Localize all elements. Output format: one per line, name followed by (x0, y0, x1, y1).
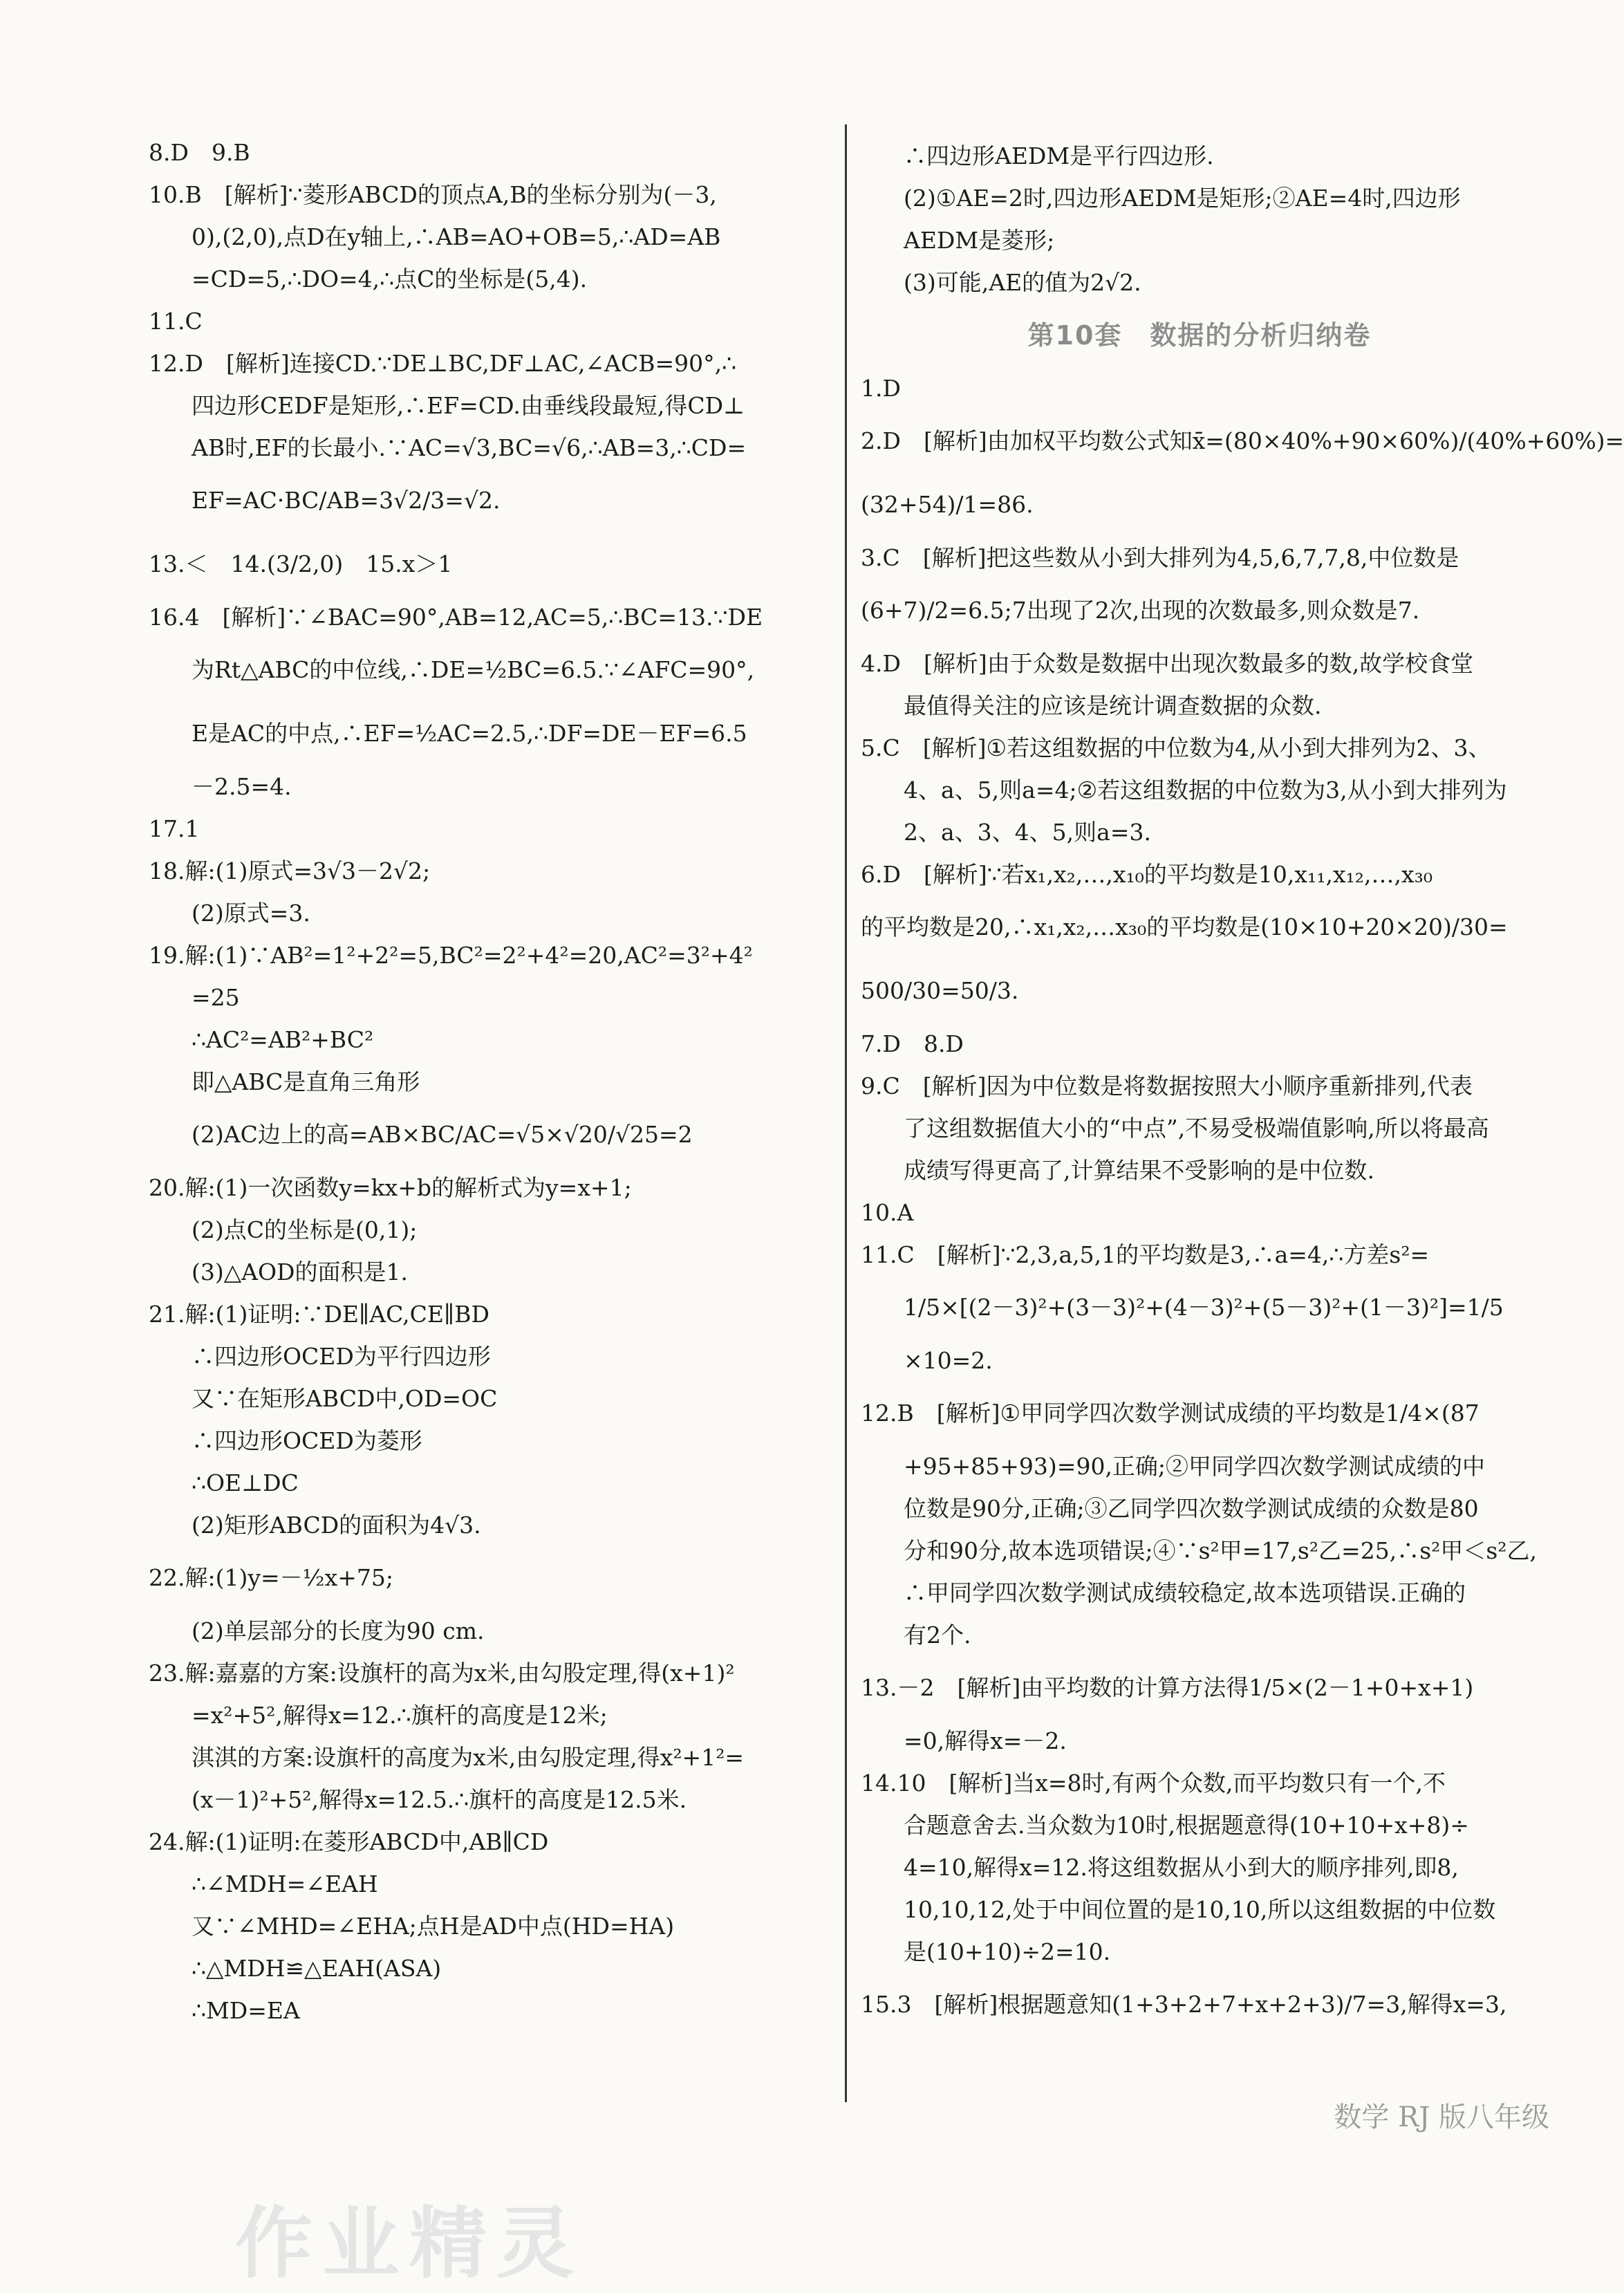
answer-line: 10.B [解析]∵菱形ABCD的顶点A,B的坐标分别为(－3, (149, 181, 717, 208)
answer-line: 20.解:(1)一次函数y=kx+b的解析式为y=x+1; (149, 1174, 632, 1201)
answer-line: (2)点C的坐标是(0,1); (192, 1216, 418, 1243)
answer-line: ∴四边形OCED为平行四边形 (192, 1343, 491, 1370)
answer-line: E是AC的中点,∴EF=½AC=2.5,∴DF=DE－EF=6.5 (192, 720, 747, 747)
answer-line: ∴四边形AEDM是平行四边形. (904, 142, 1214, 169)
answer-line: 10.A (861, 1199, 914, 1226)
answer-line: (2)原式=3. (192, 900, 310, 927)
answer-line: 16.4 [解析]∵∠BAC=90°,AB=12,AC=5,∴BC=13.∵DE (149, 604, 763, 631)
answer-line: 18.解:(1)原式=3√3－2√2; (149, 857, 431, 884)
answer-line: 4、a、5,则a=4;②若这组数据的中位数为3,从小到大排列为 (904, 777, 1507, 804)
answer-line: AB时,EF的长最小.∵AC=√3,BC=√6,∴AB=3,∴CD= (192, 434, 747, 461)
answer-line: ∴OE⊥DC (192, 1469, 299, 1496)
answer-line: －2.5=4. (192, 773, 292, 800)
answer-line: 了这组数据值大小的“中点”,不易受极端值影响,所以将最高 (904, 1115, 1489, 1142)
answer-line: 合题意舍去.当众数为10时,根据题意得(10+10+x+8)÷ (904, 1812, 1469, 1839)
answer-line: (6+7)/2=6.5;7出现了2次,出现的次数最多,则众数是7. (861, 597, 1420, 624)
answer-line: 又∵在矩形ABCD中,OD=OC (192, 1385, 498, 1412)
column-divider (845, 124, 847, 2102)
answer-line: EF=AC·BC/AB=3√2/3=√2. (192, 487, 501, 514)
answer-line: 1/5×[(2－3)²+(3－3)²+(4－3)²+(5－3)²+(1－3)²]=1/5 (904, 1294, 1504, 1321)
answer-line: 21.解:(1)证明:∵DE∥AC,CE∥BD (149, 1301, 489, 1328)
answer-line: 11.C (149, 308, 203, 335)
answer-line: 22.解:(1)y=－½x+75; (149, 1564, 393, 1591)
answer-line: 7.D 8.D (861, 1030, 964, 1057)
answer-line: =25 (192, 984, 240, 1011)
answer-line: (3)可能,AE的值为2√2. (904, 269, 1141, 296)
answer-line: 19.解:(1)∵AB²=1²+2²=5,BC²=2²+4²=20,AC²=3²+4² (149, 942, 753, 969)
answer-line: 24.解:(1)证明:在菱形ABCD中,AB∥CD (149, 1828, 549, 1855)
answer-line: 0),(2,0),点D在y轴上,∴AB=AO+OB=5,∴AD=AB (192, 223, 721, 250)
answer-line: 14.10 [解析]当x=8时,有两个众数,而平均数只有一个,不 (861, 1770, 1446, 1797)
answer-line: 6.D [解析]∵若x₁,x₂,…,x₁₀的平均数是10,x₁₁,x₁₂,…,x₃₀ (861, 861, 1433, 888)
answer-line: ∴甲同学四次数学测试成绩较稳定,故本选项错误.正确的 (904, 1579, 1466, 1606)
answer-line: 分和90分,故本选项错误;④∵s²甲=17,s²乙=25,∴s²甲＜s²乙, (904, 1537, 1538, 1564)
answer-line: (3)△AOD的面积是1. (192, 1259, 408, 1285)
answer-line: 23.解:嘉嘉的方案:设旗杆的高为x米,由勾股定理,得(x+1)² (149, 1660, 735, 1687)
answer-line: 1.D (861, 375, 901, 402)
answer-line: (2)①AE=2时,四边形AEDM是矩形;②AE=4时,四边形 (904, 185, 1461, 212)
answer-line: 成绩写得更高了,计算结果不受影响的是中位数. (904, 1157, 1374, 1184)
answer-line: 为Rt△ABC的中位线,∴DE=½BC=6.5.∵∠AFC=90°, (192, 656, 755, 683)
answer-line: 4=10,解得x=12.将这组数据从小到大的顺序排列,即8, (904, 1854, 1459, 1881)
answer-line: 8.D 9.B (149, 139, 250, 166)
answer-line: ∴四边形OCED为菱形 (192, 1427, 422, 1454)
answer-line: 12.B [解析]①甲同学四次数学测试成绩的平均数是1/4×(87 (861, 1400, 1480, 1427)
section-title: 第10套 数据的分析归纳卷 (1027, 320, 1372, 351)
answer-line: ∴∠MDH=∠EAH (192, 1870, 378, 1897)
answer-line: 5.C [解析]①若这组数据的中位数为4,从小到大排列为2、3、 (861, 734, 1491, 761)
answer-line: 11.C [解析]∵2,3,a,5,1的平均数是3,∴a=4,∴方差s²= (861, 1241, 1430, 1268)
answer-line: =0,解得x=－2. (904, 1727, 1067, 1754)
answer-line: (2)矩形ABCD的面积为4√3. (192, 1512, 481, 1539)
answer-line: ×10=2. (904, 1347, 993, 1374)
left-column (149, 131, 833, 2032)
answer-line: 四边形CEDF是矩形,∴EF=CD.由垂线段最短,得CD⊥ (192, 392, 745, 419)
answer-line: 又∵∠MHD=∠EHA;点H是AD中点(HD=HA) (192, 1913, 675, 1940)
answer-line: 最值得关注的应该是统计调查数据的众数. (904, 692, 1322, 719)
answer-line: AEDM是菱形; (904, 227, 1055, 254)
answer-line: 13.－2 [解析]由平均数的计算方法得1/5×(2－1+0+x+1) (861, 1674, 1474, 1701)
answer-line: ∴MD=EA (192, 1997, 300, 2024)
watermark: 作业精灵 (235, 2199, 584, 2289)
answer-line: 10,10,12,处于中间位置的是10,10,所以这组数据的中位数 (904, 1896, 1496, 1923)
answer-line: 的平均数是20,∴x₁,x₂,…x₃₀的平均数是(10×10+20×20)/30= (861, 913, 1508, 940)
answer-line: 9.C [解析]因为中位数是将数据按照大小顺序重新排列,代表 (861, 1073, 1473, 1099)
answer-line: (2)AC边上的高=AB×BC/AC=√5×√20/√25=2 (192, 1121, 693, 1148)
answer-line: 是(10+10)÷2=10. (904, 1938, 1111, 1965)
answer-line: 位数是90分,正确;③乙同学四次数学测试成绩的众数是80 (904, 1495, 1479, 1522)
answer-line: 500/30=50/3. (861, 977, 1019, 1004)
answer-line: (x－1)²+5²,解得x=12.5.∴旗杆的高度是12.5米. (192, 1786, 687, 1813)
answer-line: +95+85+93)=90,正确;②甲同学四次数学测试成绩的中 (904, 1453, 1486, 1480)
answer-line: 15.3 [解析]根据题意知(1+3+2+7+x+2+3)/7=3,解得x=3, (861, 1991, 1507, 2018)
answer-line: 12.D [解析]连接CD.∵DE⊥BC,DF⊥AC,∠ACB=90°,∴ (149, 350, 737, 377)
answer-line: 3.C [解析]把这些数从小到大排列为4,5,6,7,7,8,中位数是 (861, 544, 1459, 571)
answer-line: 即△ABC是直角三角形 (192, 1068, 420, 1095)
answer-line: ∴AC²=AB²+BC² (192, 1026, 374, 1053)
page-footer: 数学 RJ 版八年级 (1334, 2101, 1549, 2133)
answer-line: 13.＜ 14.(3/2,0) 15.x＞1 (149, 550, 453, 577)
answer-line: =x²+5²,解得x=12.∴旗杆的高度是12米; (192, 1702, 608, 1729)
answer-line: ∴△MDH≌△EAH(ASA) (192, 1955, 442, 1982)
answer-line: 有2个. (904, 1622, 971, 1649)
answer-line: (32+54)/1=86. (861, 491, 1034, 518)
answer-line: 17.1 (149, 815, 200, 842)
answer-line: 2.D [解析]由加权平均数公式知x̄=(80×40%+90×60%)/(40%+60%)= (861, 427, 1624, 454)
answer-line: =CD=5,∴DO=4,∴点C的坐标是(5,4). (192, 266, 588, 293)
right-column (861, 135, 1624, 2036)
answer-line: (2)单层部分的长度为90 cm. (192, 1617, 485, 1644)
answer-line: 4.D [解析]由于众数是数据中出现次数最多的数,故学校食堂 (861, 650, 1474, 677)
answer-line: 2、a、3、4、5,则a=3. (904, 819, 1151, 846)
answer-line: 淇淇的方案:设旗杆的高度为x米,由勾股定理,得x²+1²= (192, 1744, 745, 1771)
